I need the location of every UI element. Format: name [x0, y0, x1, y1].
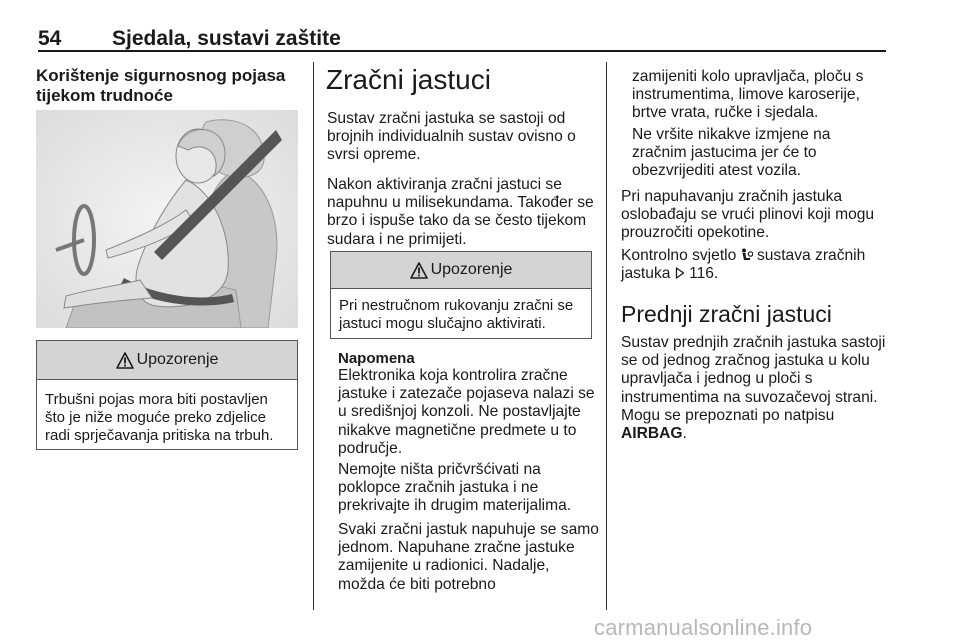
page-reference-arrow-icon[interactable] [675, 267, 685, 279]
warning-title: Upozorenje [136, 351, 219, 368]
warning-header [331, 252, 591, 289]
warning-title: Upozorenje [430, 261, 513, 278]
header-rule [38, 50, 886, 52]
note-text-continued: zamijeniti kolo upravljača, ploču s instrumentima, limove karoserije, brtve vrata, ručke i sjedala. [632, 68, 864, 122]
paragraph: Nakon aktiviranja zračni jastuci se napuhnu u milisekundama. Također se brzo i ispuše tako da se često tijekom sudara i ne primijeti. [327, 176, 594, 248]
note-text: Svaki zračni jastuk napuhuje se samo jednom. Napuhane zračne jastuke zamijenite u radionici. Nadalje, možda će biti potrebno [338, 521, 599, 593]
airbag-label-text: AIRBAG [621, 425, 683, 443]
warning-text: Trbušni pojas mora biti postavljen što je niže moguće preko zdjelice radi sprječavanja pritiska na trbuh. [45, 391, 274, 444]
note-text: Elektronika koja kontrolira zračne jastuke i zatezače pojaseva nalazi se u središnjoj konzoli. Ne postavljajte nikakve magnetične predmete u to područje. [338, 367, 595, 457]
warning-triangle-icon [410, 262, 428, 279]
text-fragment: sustava zračnih jastuka [621, 247, 866, 283]
text-fragment: . [682, 425, 687, 443]
warning-header [37, 341, 297, 380]
page-reference[interactable]: 116. [684, 265, 719, 283]
paragraph-warning-light [621, 247, 891, 283]
watermark: carmanualsonline.info [594, 615, 813, 640]
note-text: Ne vršite nikakve izmjene na zračnim jastucima jer će to obezvrijediti atest vozila. [632, 126, 831, 180]
column-divider [313, 62, 314, 610]
airbag-symbol-icon [741, 248, 753, 262]
pregnant-woman-seatbelt-illustration [36, 110, 298, 328]
warning-text: Pri nestručnom rukovanju zračni se jastuci mogu slučajno aktivirati. [339, 297, 574, 332]
section-heading-front-airbags: Prednji zračni jastuci [621, 301, 832, 327]
paragraph: Pri napuhavanju zračnih jastuka oslobađaju se vrući plinovi koji mogu prouzročiti opekotine. [621, 188, 875, 242]
note-block [338, 351, 600, 458]
text-fragment: Kontrolno svjetlo [621, 247, 741, 264]
section-heading-pregnancy: Korištenje sigurnosnog pojasa tijekom trudnoće [36, 66, 286, 105]
text-fragment: Sustav prednjih zračnih jastuka sastoji se od jednog zračnog jastuka u kolu upravljača i jednog u ploči s instrumentima na suvozačevoj strani. Mogu se prepoznati po natpisu [621, 334, 886, 424]
paragraph [621, 334, 896, 443]
note-text: Nemojte ništa pričvršćivati na poklopce zračnih jastuka i ne prekrivajte ih drugim materijalima. [338, 461, 572, 515]
warning-triangle-icon [116, 352, 134, 369]
note-label: Napomena [338, 350, 415, 367]
column-divider [606, 62, 607, 610]
page-header-title: Sjedala, sustavi zaštite [112, 27, 341, 50]
section-heading-airbags: Zračni jastuci [326, 64, 491, 95]
paragraph: Sustav zračni jastuka se sastoji od brojnih individualnih sustav ovisno o svrsi opreme. [327, 110, 576, 164]
page-number: 54 [38, 27, 62, 50]
warning-box-airbag-handling [330, 251, 592, 339]
warning-box-pregnancy [36, 340, 298, 450]
